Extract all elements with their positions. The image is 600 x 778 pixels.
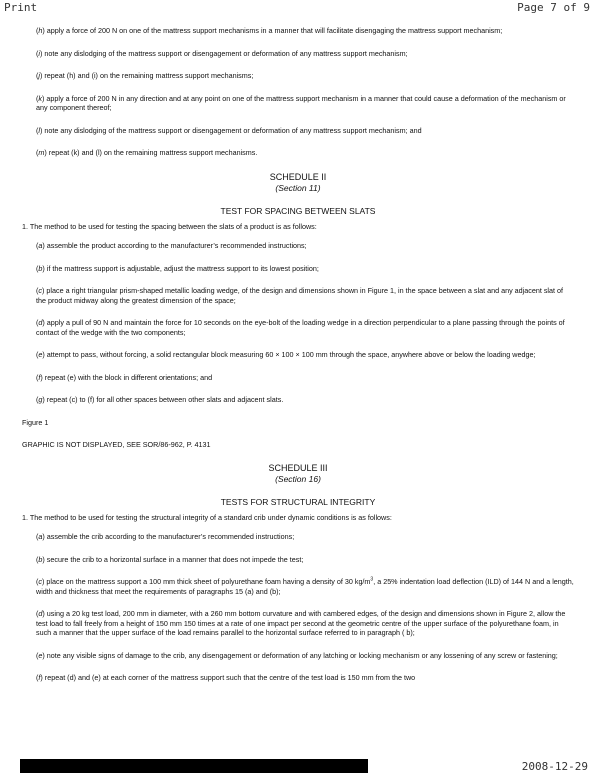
print-date: 2008-12-29 bbox=[521, 760, 588, 773]
redaction-bar bbox=[20, 759, 368, 773]
paragraph-i: (i) note any dislodging of the mattress support or disengagement or deformation of any mattress support mechanism; bbox=[36, 48, 408, 58]
schedule-iii-section: (Section 16) bbox=[275, 473, 321, 484]
figure-label: Figure 1 bbox=[22, 417, 49, 427]
print-header bbox=[0, 0, 600, 16]
schedule-ii-test-title: TEST FOR SPACING BETWEEN SLATS bbox=[220, 205, 376, 216]
schedule-iii-item-e: (e) note any visible signs of damage to the crib, any disengagement or deformation of any latching or locking mechanism or any lossening of any screw or fastening; bbox=[36, 650, 558, 660]
schedule-ii-item-b: (b) if the mattress support is adjustable, adjust the mattress support to its lowest position; bbox=[36, 263, 319, 273]
paragraph-j: (j) repeat (h) and (i) on the remaining mattress support mechanisms; bbox=[36, 71, 254, 80]
schedule-ii-item-c: (c) place a right triangular prism-shaped metallic loading wedge, of the design and dimensions shown in Figure 1, in the space between a slat and any adjacent slat of the product midway along the greatest dimension of the space; bbox=[36, 286, 564, 305]
graphic-note: GRAPHIC IS NOT DISPLAYED, SEE SOR/86-962, P. 4131 bbox=[22, 440, 211, 449]
schedule-iii-title: SCHEDULE III bbox=[268, 462, 328, 473]
schedule-ii-item-g: (g) repeat (c) to (f) for all other spaces between other slats and adjacent slats. bbox=[36, 395, 284, 404]
schedule-iii-item-d: (d) using a 20 kg test load, 200 mm in diameter, with a 260 mm bottom curvature and with cambered edges, of the design and dimensions shown in Figure 2, allow the test load to fall freely from a height of 150 mm 150 times at a rate of one impact per second at the geometric centre of the upper surface of the polyurethane foam, in such a manner that the upper surface of the load remains parallel to the horizontal surface referred to in paragraph ( b); bbox=[36, 609, 566, 637]
schedule-iii-intro: 1. The method to be used for testing the structural integrity of a standard crib under dynamic conditions is as follows: bbox=[22, 512, 392, 522]
paragraph-m: (m) repeat (k) and (l) on the remaining mattress support mechanisms. bbox=[36, 148, 258, 157]
schedule-ii-item-a: (a) assemble the product according to the manufacturer’s recommended instructions; bbox=[36, 241, 307, 250]
print-label: Print bbox=[4, 1, 38, 14]
schedule-iii-test-title: TESTS FOR STRUCTURAL INTEGRITY bbox=[220, 496, 376, 507]
schedule-ii-item-e: (e) attempt to pass, without forcing, a solid rectangular block measuring 60 × 100 × 100 mm through the space, anywhere above or below the loading wedge; bbox=[36, 350, 536, 359]
schedule-iii-item-f: (f) repeat (d) and (e) at each corner of the mattress support such that the centre of the test load is 150 mm from the two bbox=[36, 673, 416, 682]
schedule-iii-item-c: (c) place on the mattress support a 100 mm thick sheet of polyurethane foam having a density of 30 $kg/m^3$, a 25% indentation load deflection (ILD) of 144 N and a length, width and thickness that meet the requirements of paragraphs 15 (a) and (b); bbox=[36, 576, 574, 596]
schedule-ii-item-d: (d) apply a pull of 90 N and maintain the force for 10 seconds on the eye-bolt of the loading wedge in a direction perpendicular to a plane passing through the points of contact of the wedge with the two components; bbox=[36, 318, 565, 337]
schedule-ii-intro: 1. The method to be used for testing the spacing between the slats of a product is as follows: bbox=[22, 221, 317, 231]
schedule-ii-item-f: (f) repeat (e) with the block in different orientations; and bbox=[36, 372, 213, 382]
superscript: 3 bbox=[370, 576, 374, 583]
paragraph-h: (h) apply a force of 200 N on one of the mattress support mechanisms in a manner that will facilitate disengaging the mattress support mechanism; bbox=[36, 26, 503, 35]
schedule-ii-title: SCHEDULE II bbox=[269, 171, 327, 182]
document-body bbox=[22, 26, 574, 696]
paragraph-k: (k) apply a force of 200 N in any direction and at any point on one of the mattress support mechanism in a manner that could cause a deformation of the mechanism or any component thereof; bbox=[36, 93, 566, 112]
paragraph-l: (l) note any dislodging of the mattress support or disengagement or deformation of any mattress support mechanism; and bbox=[36, 125, 422, 135]
schedule-iii-item-b: (b) secure the crib to a horizontal surface in a manner that does not impede the test; bbox=[36, 554, 304, 564]
page-number: Page 7 of 9 bbox=[517, 1, 590, 14]
schedule-iii-item-a: (a) assemble the crib according to the manufacturer’s recommended instructions; bbox=[36, 532, 295, 541]
schedule-ii-section: (Section 11) bbox=[275, 182, 321, 193]
